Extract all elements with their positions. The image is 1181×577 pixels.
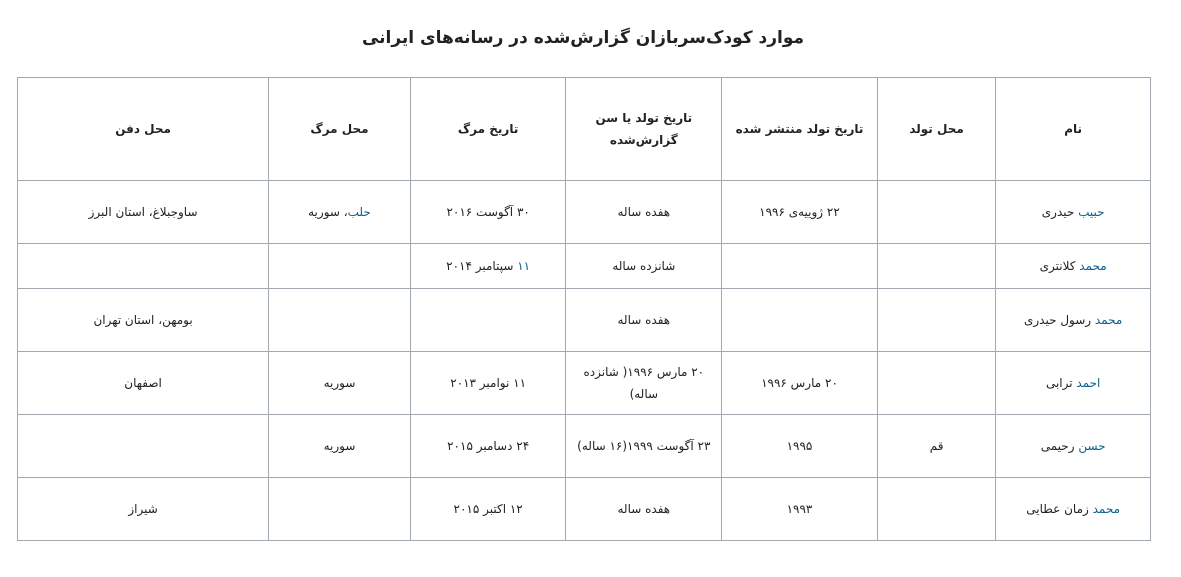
table-row [18, 289, 1151, 352]
name-rest: رسول حیدری [1023, 313, 1095, 327]
death-date-link[interactable]: ۱۱ [517, 259, 531, 273]
cell-death-date: ۳۰ آگوست ۲۰۱۶ [410, 181, 566, 244]
header-birth-place: محل تولد [877, 78, 996, 181]
cell-death-date: ۱۱ نوامبر ۲۰۱۳ [410, 352, 566, 415]
child-soldiers-table [17, 77, 1151, 541]
cell-death-date [410, 244, 566, 289]
cell-birth-place [877, 289, 996, 352]
cell-birth-place [877, 478, 996, 541]
cell-birth-place [877, 352, 996, 415]
cell-burial-place: اصفهان [18, 352, 269, 415]
cell-burial-place: بومهن، استان تهران [18, 289, 269, 352]
cell-death-date [410, 289, 566, 352]
table-row [18, 352, 1151, 415]
name-rest: رحیمی [1040, 439, 1079, 453]
name-rest: کلانتری [1039, 259, 1080, 273]
cell-reported-dob: ۲۳ آگوست ۱۹۹۹(۱۶ ساله) [566, 415, 722, 478]
death-date-rest: سپتامبر ۲۰۱۴ [446, 259, 518, 273]
cell-published-dob: ۱۹۹۵ [722, 415, 878, 478]
cell-birth-place [877, 244, 996, 289]
cell-death-date: ۱۲ اکتبر ۲۰۱۵ [410, 478, 566, 541]
name-link[interactable]: محمد [1092, 502, 1121, 516]
cell-reported-dob: هفده ساله [566, 289, 722, 352]
name-link[interactable]: حبیب [1078, 205, 1105, 219]
cell-name [996, 352, 1151, 415]
cell-burial-place [18, 415, 269, 478]
name-rest: ترابی [1045, 376, 1077, 390]
cell-death-place: سوریه [269, 415, 411, 478]
table-row [18, 181, 1151, 244]
header-name: نام [996, 78, 1151, 181]
header-reported-dob: تاریخ تولد یا سن گزارش‌شده [566, 78, 722, 181]
cell-name [996, 478, 1151, 541]
death-place-rest: ، سوریه [308, 205, 348, 219]
cell-birth-place [877, 181, 996, 244]
cell-published-dob: ۲۲ ژوییه‌ی ۱۹۹۶ [722, 181, 878, 244]
death-place-link[interactable]: حلب [347, 205, 371, 219]
header-death-place: محل مرگ [269, 78, 411, 181]
name-rest: زمان عطایی [1026, 502, 1093, 516]
cell-published-dob [722, 244, 878, 289]
cell-published-dob: ۲۰ مارس ۱۹۹۶ [722, 352, 878, 415]
cell-reported-dob: ۲۰ مارس ۱۹۹۶( شانزده ساله) [566, 352, 722, 415]
cell-name [996, 181, 1151, 244]
cell-death-place [269, 478, 411, 541]
header-burial-place: محل دفن [18, 78, 269, 181]
cell-published-dob [722, 289, 878, 352]
cell-death-place [269, 181, 411, 244]
cell-reported-dob: هفده ساله [566, 478, 722, 541]
header-death-date: تاریخ مرگ [410, 78, 566, 181]
name-link[interactable]: احمد [1076, 376, 1101, 390]
table-row [18, 415, 1151, 478]
name-link[interactable]: محمد [1079, 259, 1107, 273]
cell-reported-dob: هفده ساله [566, 181, 722, 244]
cell-birth-place: قم [877, 415, 996, 478]
cell-name [996, 415, 1151, 478]
cell-death-place [269, 289, 411, 352]
name-rest: حیدری [1041, 205, 1079, 219]
cell-burial-place: شیراز [18, 478, 269, 541]
cell-burial-place [18, 244, 269, 289]
cell-death-date: ۲۴ دسامبر ۲۰۱۵ [410, 415, 566, 478]
name-link[interactable]: محمد [1094, 313, 1123, 327]
table-row [18, 478, 1151, 541]
cell-reported-dob: شانزده ساله [566, 244, 722, 289]
cell-death-place [269, 244, 411, 289]
cell-published-dob: ۱۹۹۳ [722, 478, 878, 541]
name-link[interactable]: حسن [1078, 439, 1106, 453]
table-row [18, 244, 1151, 289]
cell-name [996, 244, 1151, 289]
cell-burial-place: ساوجبلاغ، استان البرز [18, 181, 269, 244]
table-title: موارد کودک‌سربازان گزارش‌شده در رسانه‌های ایرانی [361, 28, 805, 48]
header-row [18, 78, 1151, 181]
cell-name [996, 289, 1151, 352]
header-published-dob: تاریخ تولد منتشر شده [722, 78, 878, 181]
cell-death-place: سوریه [269, 352, 411, 415]
